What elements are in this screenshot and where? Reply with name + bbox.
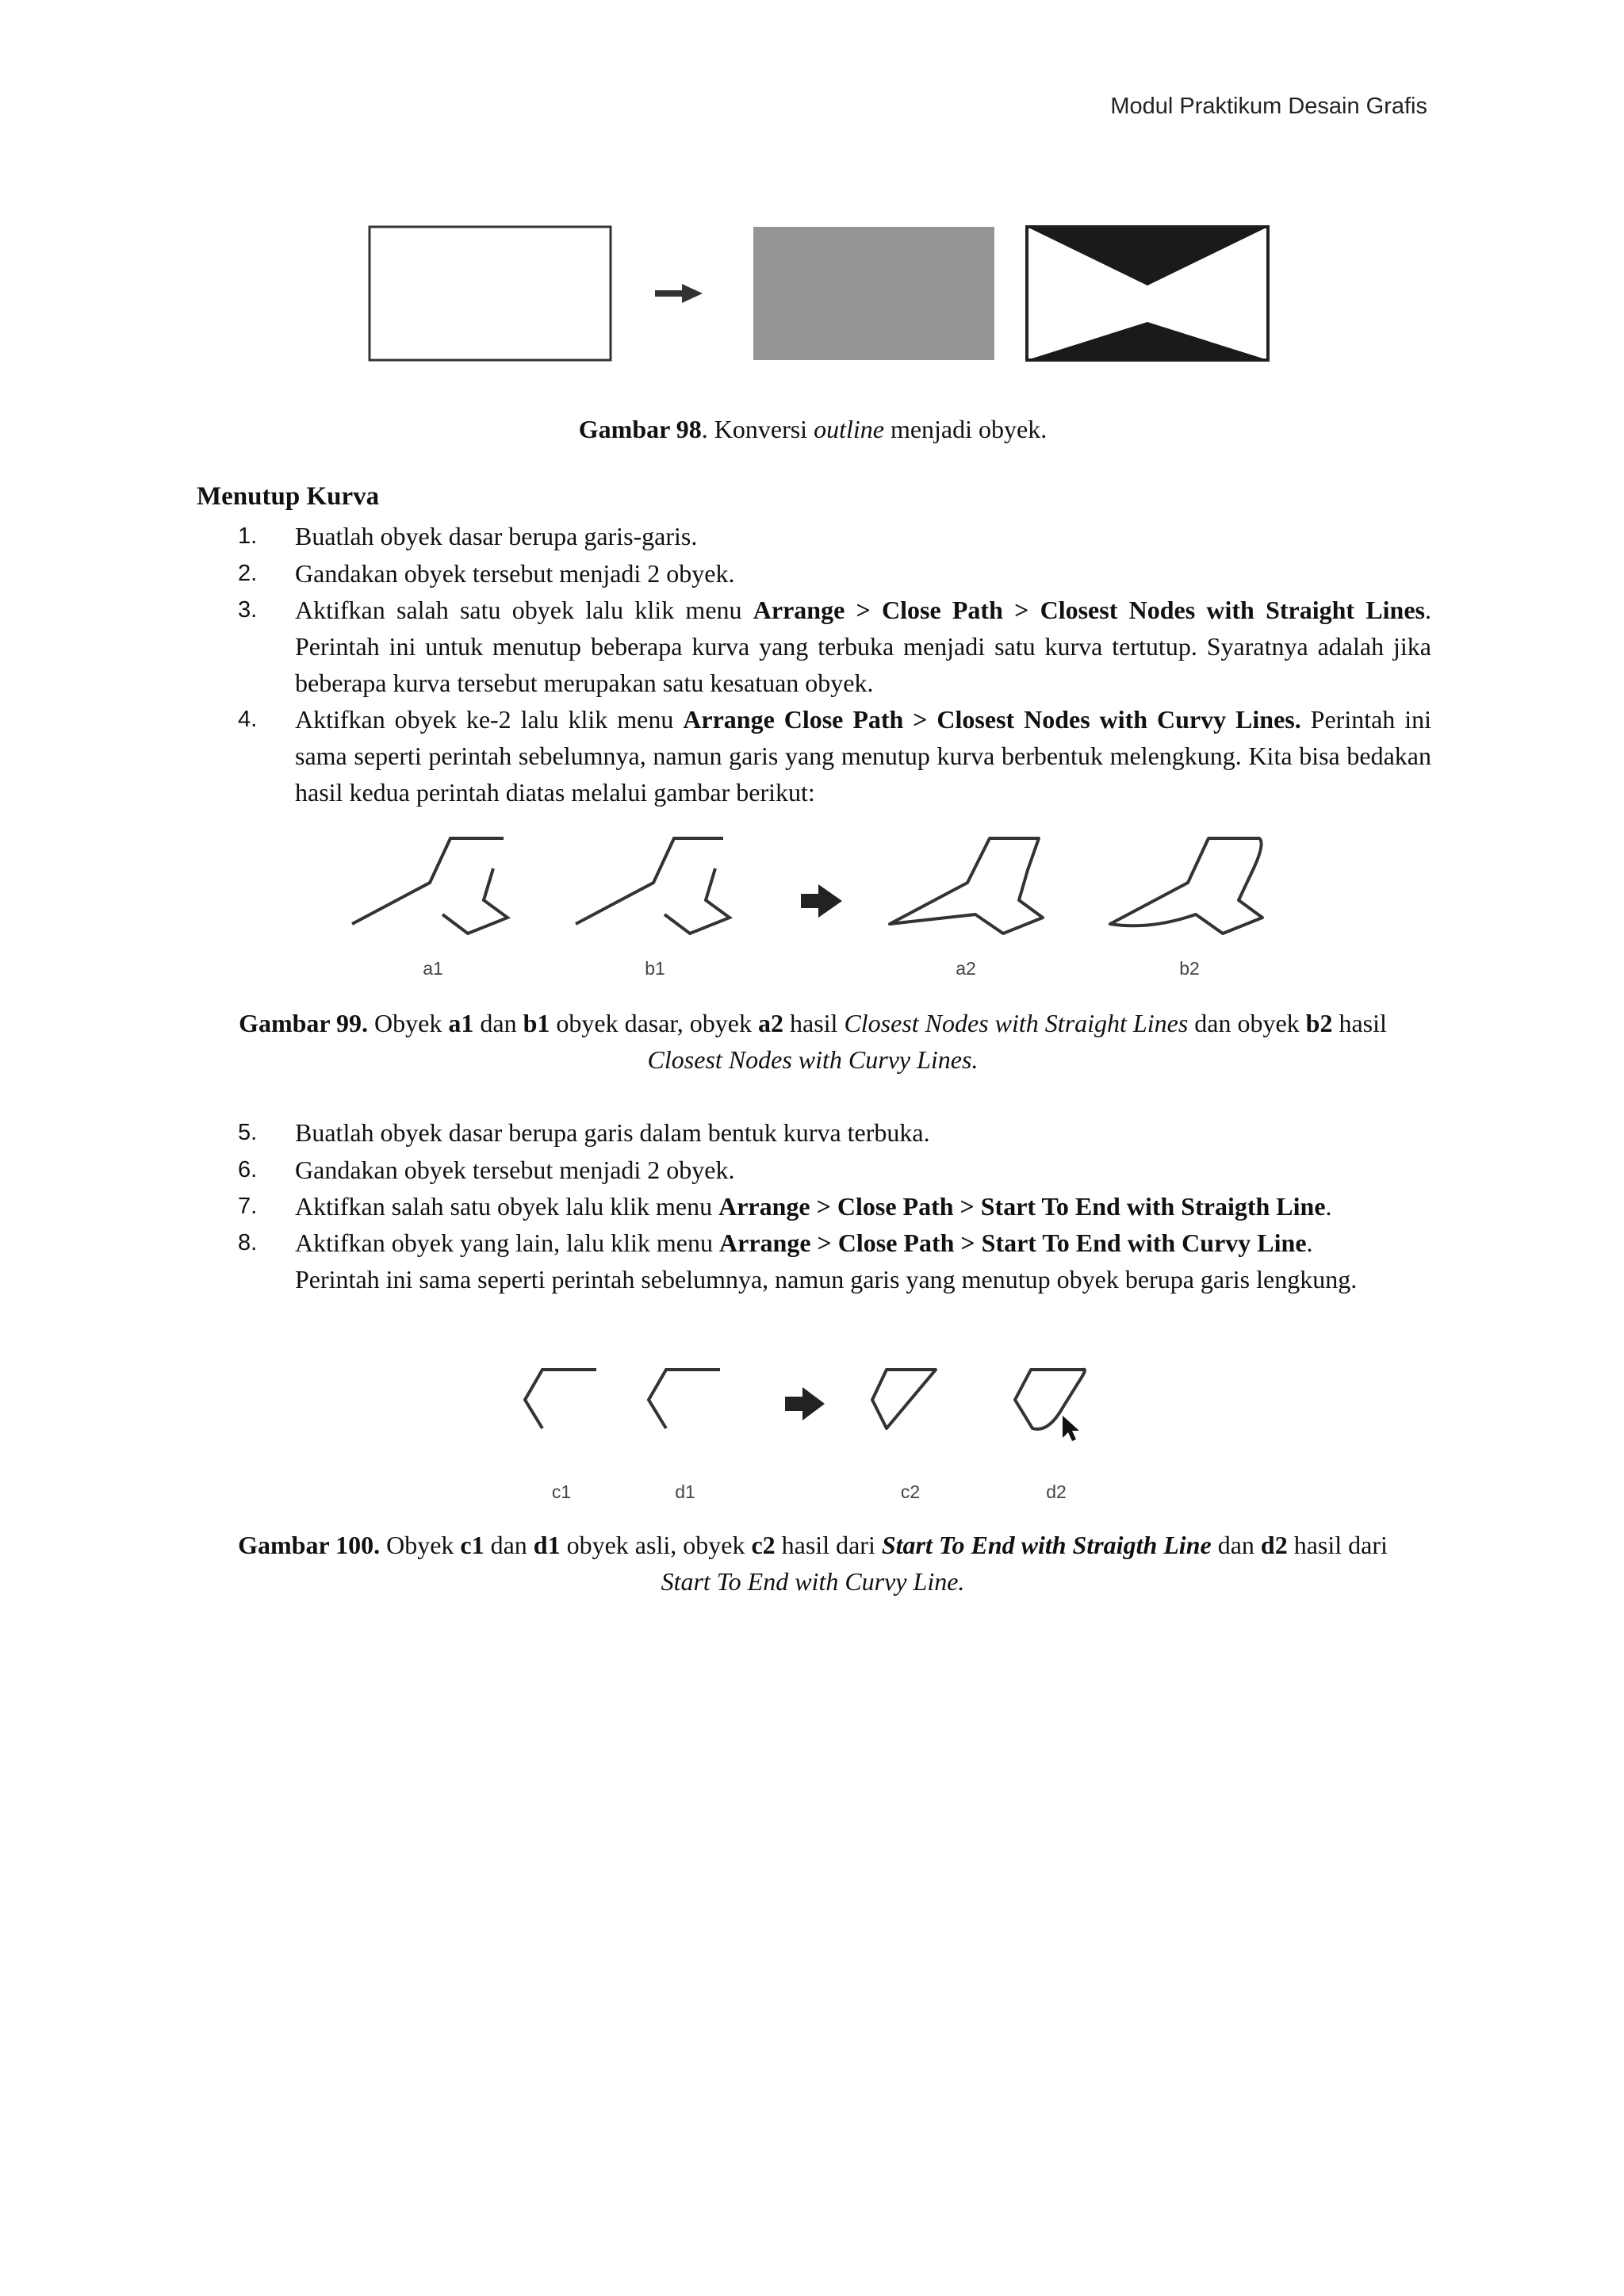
cursor-arrow-icon (1063, 1416, 1079, 1441)
figure-99-label: b2 (1179, 958, 1200, 979)
arrow-right-icon (655, 284, 703, 303)
shape-b2 (1110, 838, 1262, 933)
list-item: 3. Aktifkan salah satu obyek lalu klik menu Arrange > Close Path > Closest Nodes with Straight Lines. Perintah ini untuk menutup beberapa kurva yang terbuka menjadi satu kurva tertutup. Syaratnya adalah jika beberapa kurva tersebut merupakan satu kesatuan obyek. (238, 596, 1432, 697)
shape-a2 (890, 838, 1043, 933)
figure-99-label: a1 (423, 958, 443, 979)
figure-99-label: a2 (956, 958, 976, 979)
figure-99-caption: Gambar 99. Obyek a1 dan b1 obyek dasar, obyek a2 hasil Closest Nodes with Straight Lines dan obyek b2 hasil Closest Nodes with Curvy Lines. (239, 1009, 1387, 1074)
shape-a1-part (442, 868, 508, 933)
shape-c1 (525, 1370, 596, 1428)
list-item: 2. Gandakan obyek tersebut menjadi 2 obyek. (238, 559, 735, 588)
figure-100 (508, 1360, 1110, 1455)
list-item: 1. Buatlah obyek dasar berupa garis-garis. (238, 522, 698, 550)
figure-98 (365, 222, 1277, 365)
outline-rectangle (370, 227, 611, 360)
shape-a1 (352, 838, 504, 924)
figure-100-label: d1 (675, 1481, 695, 1502)
figure-100-label: d2 (1046, 1481, 1067, 1502)
shape-b1-part (665, 868, 730, 933)
list-item: 4. Aktifkan obyek ke-2 lalu klik menu Arrange Close Path > Closest Nodes with Curvy Lines. Perintah ini sama seperti perintah sebelumnya, namun garis yang menutup kurva berbentuk melengkung. Kita bisa bedakan hasil kedua perintah diatas melalui gambar berikut: (238, 705, 1432, 807)
gray-filled-rectangle (753, 227, 994, 360)
list-item: 5. Buatlah obyek dasar berupa garis dalam bentuk kurva terbuka. (238, 1118, 930, 1147)
page-header: Modul Praktikum Desain Grafis (1110, 94, 1427, 119)
figure-99-label: b1 (645, 958, 665, 979)
arrow-right-icon (785, 1387, 825, 1420)
shape-d2 (1015, 1370, 1085, 1429)
figure-100-label: c2 (900, 1481, 921, 1502)
figure-98-caption: Gambar 98. Konversi outline menjadi obyek. (578, 415, 1048, 443)
figure-99 (341, 829, 1293, 948)
list-item: 7. Aktifkan salah satu obyek lalu klik menu Arrange > Close Path > Start To End with Straigth Line. (238, 1192, 1332, 1221)
shape-d1 (649, 1370, 720, 1428)
shape-c2 (872, 1370, 936, 1428)
figure-100-label: c1 (551, 1481, 572, 1502)
list-item: 6. Gandakan obyek tersebut menjadi 2 obyek. (238, 1156, 735, 1184)
list-item: 8. Aktifkan obyek yang lain, lalu klik menu Arrange > Close Path > Start To End with Curvy Line. Perintah ini sama seperti perintah sebelumnya, namun garis yang menutup obyek berupa garis lengkung. (238, 1228, 1358, 1294)
section-title: Menutup Kurva (197, 482, 380, 511)
arrow-right-icon (801, 884, 842, 918)
shape-b1 (576, 838, 723, 924)
figure-100-caption: Gambar 100. Obyek c1 dan d1 obyek asli, obyek c2 hasil dari Start To End with Straigth Line dan d2 hasil dari Start To End with Curvy Line. (238, 1531, 1388, 1596)
bowtie-object (1027, 227, 1268, 360)
